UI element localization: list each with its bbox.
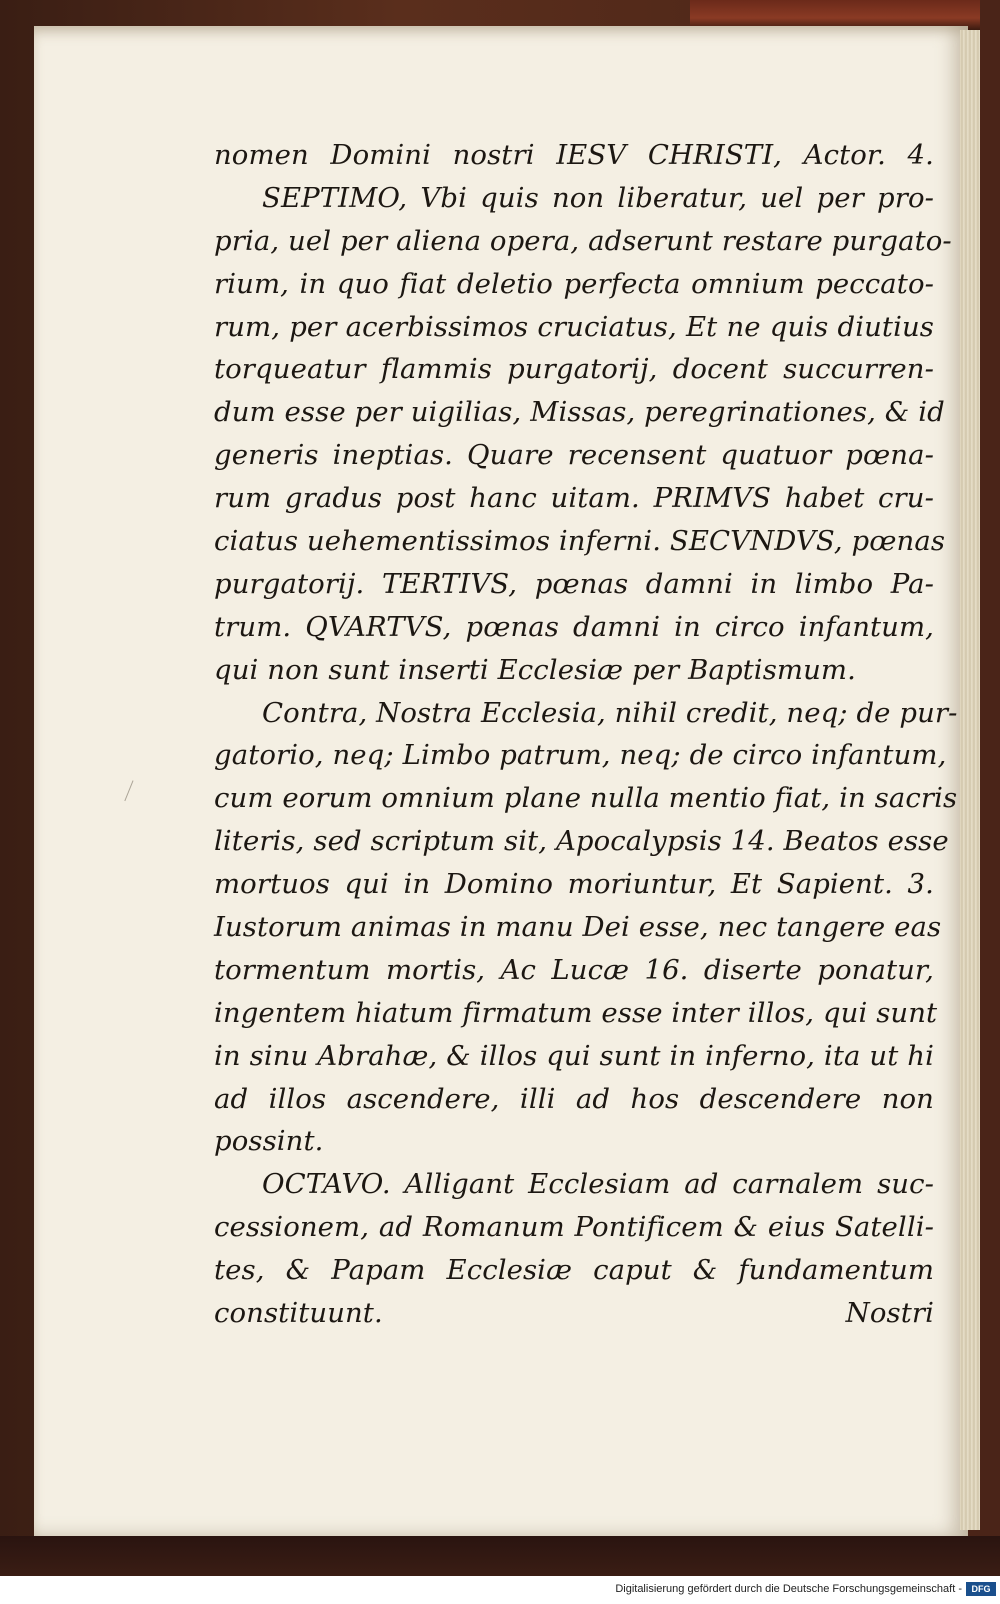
text-line: torqueatur flammis purgatorij, docent succurren- — [214, 353, 934, 386]
text-line: Iustorum animas in manu Dei esse, nec tangere eas — [214, 911, 942, 944]
text-line: rium, in quo fiat deletio perfecta omnium peccato- — [214, 267, 934, 300]
text-line: qui non sunt inserti Ecclesiæ per Baptismum. — [214, 653, 856, 686]
text-line: rum gradus post hanc uitam. PRIMVS habet cru- — [214, 482, 934, 515]
text-line: mortuos qui in Domino moriuntur, Et Sapient. 3. — [214, 868, 934, 901]
text-line: dum esse per uigilias, Missas, peregrinationes, & id — [214, 396, 945, 429]
text-line: tes, & Papam Ecclesiæ caput & fundamentum — [214, 1254, 934, 1287]
text-line: generis ineptias. Quare recensent quatuor pœna- — [214, 439, 934, 472]
text-line: nomen Domini nostri IESV CHRISTI, Actor. 4. — [214, 139, 934, 171]
text-line: gatorio, neq; Limbo patrum, neq; de circo infantum, — [214, 739, 947, 772]
text-line: possint. — [214, 1125, 324, 1158]
text-line: ad illos ascendere, illi ad hos descendere non — [214, 1082, 934, 1115]
text-line: ciatus uehementissimos inferni. SECVNDVS, pœnas — [214, 525, 946, 558]
text-line: literis, sed scriptum sit, Apocalypsis 14. Beatos esse — [214, 825, 949, 858]
text-line: pria, uel per aliena opera, adserunt restare purgato- — [214, 224, 952, 257]
final-line-text: constituunt. — [214, 1297, 383, 1330]
page-edge — [960, 30, 980, 1530]
text-line: ingentem hiatum firmatum esse inter illos, qui sunt — [214, 996, 938, 1029]
scan-bottom-strip — [0, 1536, 1000, 1576]
text-line: SEPTIMO, Vbi quis non liberatur, uel per pro- — [262, 181, 934, 214]
footer-credit: Digitalisierung gefördert durch die Deutsche Forschungsgemeinschaft - — [615, 1583, 962, 1595]
catchword: Nostri — [845, 1297, 934, 1330]
text-line: OCTAVO. Alligant Ecclesiam ad carnalem suc- — [262, 1168, 934, 1201]
text-line: Contra, Nostra Ecclesia, nihil credit, neq; de pur- — [262, 696, 958, 729]
dfg-logo-icon: DFG — [966, 1582, 996, 1596]
final-line — [214, 1292, 934, 1335]
text-line: tormentum mortis, Ac Lucæ 16. diserte ponatur, — [214, 953, 934, 986]
text-line: cum eorum omnium plane nulla mentio fiat, in sacris — [214, 782, 958, 815]
page-text — [214, 134, 958, 1335]
text-line: trum. QVARTVS, pœnas damni in circo infantum, — [214, 610, 934, 643]
text-line: in sinu Abrahæ, & illos qui sunt in inferno, ita ut hi — [214, 1039, 934, 1072]
text-line: rum, per acerbissimos cruciatus, Et ne quis diutius — [214, 310, 934, 343]
text-line: cessionem, ad Romanum Pontificem & eius Satelli- — [214, 1211, 934, 1244]
text-line: purgatorij. TERTIVS, pœnas damni in limbo Pa- — [214, 567, 934, 600]
